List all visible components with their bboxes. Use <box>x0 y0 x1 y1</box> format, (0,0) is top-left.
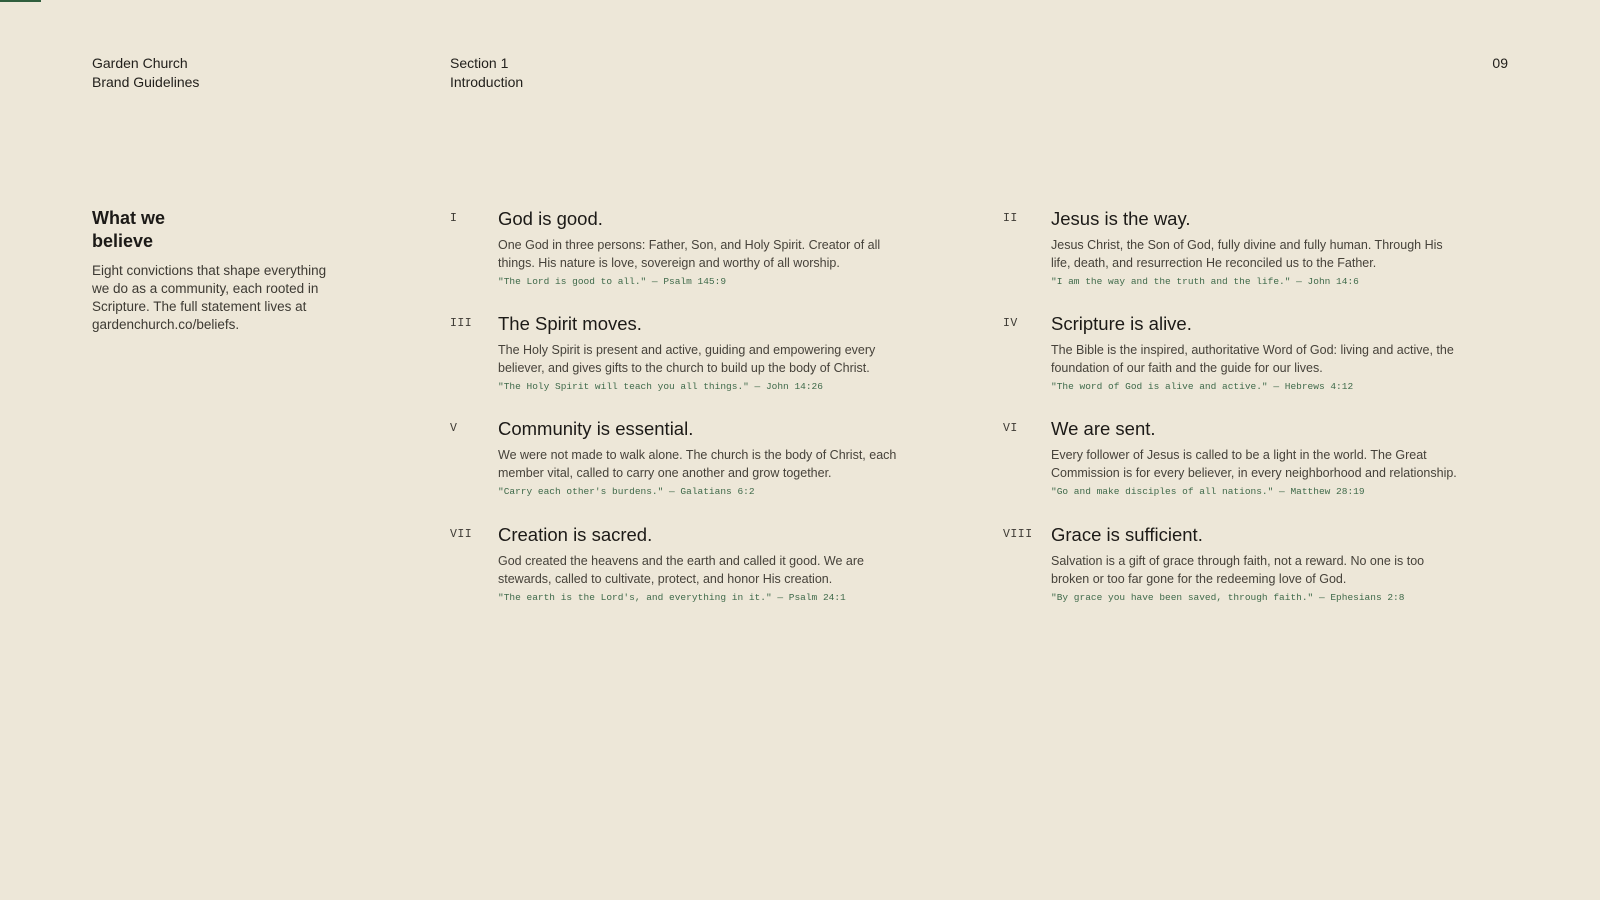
belief-numeral: II <box>1003 212 1018 225</box>
belief-title: Grace is sufficient. <box>1051 524 1203 545</box>
belief-text: God created the heavens and the earth and called it good. We are stewards, called to cultivate, protect, and honor His creation. <box>498 554 864 586</box>
belief-verse: "The earth is the Lord's, and everything in it." — Psalm 24:1 <box>498 592 846 603</box>
belief-numeral: VIII <box>1003 528 1033 541</box>
brand-label <box>92 54 199 92</box>
belief-numeral: I <box>450 212 458 225</box>
intro-block <box>92 207 342 334</box>
page-title-line1: What we <box>92 208 166 228</box>
section-name: Introduction <box>450 74 524 90</box>
belief-text: Salvation is a gift of grace through faith, not a reward. No one is too broken or too far gone for the redeeming love of God. <box>1051 554 1425 586</box>
belief-numeral: IV <box>1003 317 1018 330</box>
intro-description: Eight convictions that shape everything we do as a community, each rooted in Scripture. The full statement lives at gardenchurch.co/beliefs. <box>92 263 327 332</box>
belief-title: The Spirit moves. <box>498 313 642 334</box>
section-label <box>450 54 523 92</box>
belief-verse: "Carry each other's burdens." — Galatians 6:2 <box>498 486 755 497</box>
section-number: Section 1 <box>450 55 509 71</box>
belief-verse: "The Lord is good to all." — Psalm 145:9 <box>498 276 727 287</box>
belief-item-6 <box>1003 418 1463 499</box>
belief-text: The Holy Spirit is present and active, guiding and empowering every believer, and gives gifts to the church to build up the body of Christ. <box>498 343 876 375</box>
page-title-line2: believe <box>92 231 154 251</box>
belief-text: Jesus Christ, the Son of God, fully divine and fully human. Through His life, death, and resurrection He reconciled us to the Father. <box>1051 238 1443 270</box>
belief-verse: "The Holy Spirit will teach you all things." — John 14:26 <box>498 381 823 392</box>
belief-verse: "The word of God is alive and active." — Hebrews 4:12 <box>1051 381 1354 392</box>
belief-text: The Bible is the inspired, authoritative Word of God: living and active, the foundation of our faith and the guide for our lives. <box>1051 343 1454 375</box>
belief-item-1 <box>450 208 910 289</box>
document-name: Brand Guidelines <box>92 74 200 90</box>
belief-title: Scripture is alive. <box>1051 313 1192 334</box>
page-number <box>1492 54 1508 73</box>
page-number-text: 09 <box>1492 55 1508 71</box>
belief-verse: "I am the way and the truth and the life." — John 14:6 <box>1051 276 1359 287</box>
belief-title: Community is essential. <box>498 418 694 439</box>
belief-title: We are sent. <box>1051 418 1156 439</box>
accent-bar <box>0 0 41 2</box>
page-title <box>92 207 342 253</box>
belief-numeral: III <box>450 317 473 330</box>
belief-verse: "Go and make disciples of all nations." — Matthew 28:19 <box>1051 486 1365 497</box>
belief-text: We were not made to walk alone. The church is the body of Christ, each member vital, called to carry one another and grow together. <box>498 448 897 480</box>
belief-item-7 <box>450 524 910 605</box>
belief-item-2 <box>1003 208 1463 289</box>
belief-item-4 <box>1003 313 1463 394</box>
belief-text: Every follower of Jesus is called to be a light in the world. The Great Commission is for every believer, in every neighborhood and relationship. <box>1051 448 1457 480</box>
belief-item-3 <box>450 313 910 394</box>
belief-title: Jesus is the way. <box>1051 208 1191 229</box>
belief-numeral: VI <box>1003 422 1018 435</box>
belief-numeral: V <box>450 422 458 435</box>
belief-verse: "By grace you have been saved, through faith." — Ephesians 2:8 <box>1051 592 1405 603</box>
brand-name: Garden Church <box>92 55 188 71</box>
belief-item-5 <box>450 418 910 499</box>
belief-title: God is good. <box>498 208 603 229</box>
belief-text: One God in three persons: Father, Son, and Holy Spirit. Creator of all things. His nature is love, sovereign and worthy of all worship. <box>498 238 881 270</box>
belief-numeral: VII <box>450 528 473 541</box>
belief-title: Creation is sacred. <box>498 524 653 545</box>
belief-item-8 <box>1003 524 1463 605</box>
